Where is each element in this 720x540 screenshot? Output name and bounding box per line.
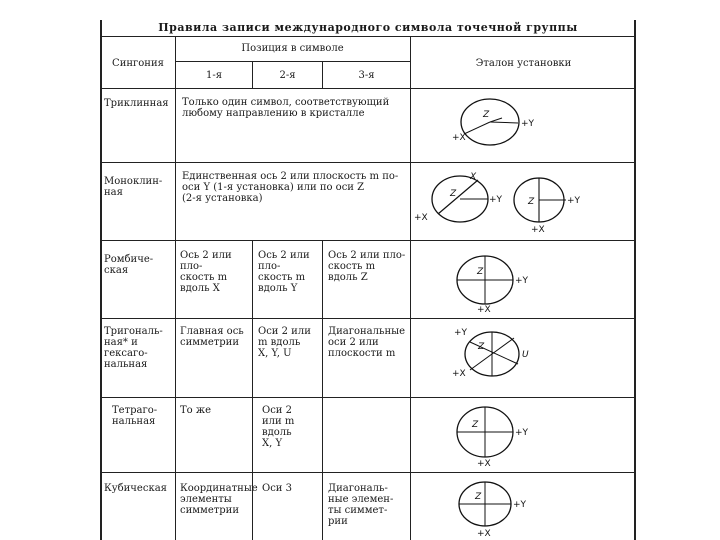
z-label: Z	[528, 197, 535, 207]
x-axis-label: +X	[452, 133, 466, 143]
rule-row3	[100, 318, 636, 319]
x-axis-label: +X	[477, 459, 491, 469]
rule-row5	[100, 472, 636, 473]
y-axis-label: +Y	[515, 276, 529, 286]
header-position: Позиция в символе	[241, 43, 344, 54]
z-label: Z	[472, 420, 479, 430]
header-pos3: 3-я	[358, 70, 375, 81]
rule-header-mid	[175, 61, 410, 62]
y-axis-line	[490, 122, 518, 123]
diagram-monoclinic-2	[506, 172, 596, 238]
diagram-triclinic	[450, 96, 535, 156]
header-setup: Эталон установки	[475, 58, 572, 69]
y-axis-label: +Y	[454, 328, 468, 338]
header-system: Сингония	[112, 58, 164, 69]
y-axis-label: +Y	[521, 119, 535, 129]
col-rule-pos23	[322, 240, 323, 540]
header-pos1: 1-я	[205, 70, 223, 81]
z-label: Z	[478, 342, 485, 352]
z-label: Z	[475, 492, 482, 502]
y-axis-label: +Y	[515, 428, 529, 438]
row-p1-cubic: Координатные элементы симметрии	[180, 483, 258, 516]
diagram-tetragonal	[448, 402, 548, 468]
row-p1-hexagonal: Главная ось симметрии	[180, 326, 244, 348]
row-system-triclinic: Триклинная	[104, 98, 169, 109]
row-p2-tetragonal: Оси 2 или m вдоль X, Y	[262, 405, 295, 449]
col-rule-system	[175, 36, 176, 540]
x-axis-line	[464, 122, 490, 134]
row-p3-hexagonal: Диагональные оси 2 или плоскости m	[328, 326, 405, 359]
row-p3-orthorhombic: Ось 2 или пло- скость m вдоль Z	[328, 250, 406, 283]
header-pos2: 2-я	[279, 70, 296, 81]
row-p3-cubic: Диагональ- ные элемен- ты симмет- рии	[328, 483, 394, 527]
z-label: Z	[450, 189, 457, 199]
x-axis-label: +X	[477, 305, 491, 315]
row-system-tetragonal: Тетраго- нальная	[112, 405, 158, 427]
diagonal-plane-line	[438, 180, 478, 214]
rule-row4	[100, 397, 636, 398]
rule-row2	[100, 240, 636, 241]
z-label: Z	[483, 110, 490, 120]
diagram-orthorhombic	[448, 248, 548, 314]
u-axis-label: U	[522, 350, 529, 360]
z-arrow	[490, 118, 502, 122]
row-text-triclinic: Только один символ, соответствующий любому направлению в кристалле	[182, 97, 390, 119]
diagram-hexagonal	[448, 324, 548, 390]
y-axis-label: +Y	[567, 196, 581, 206]
x-top-label: X	[470, 172, 477, 182]
row-p2-orthorhombic: Ось 2 или пло- скость m вдоль Y	[258, 250, 310, 294]
col-rule-pos12	[252, 240, 253, 540]
z-label: Z	[477, 267, 484, 277]
x-axis-label: +X	[452, 369, 466, 379]
row-system-hexagonal: Тригональ- ная* и гексаго- нальная	[104, 326, 163, 370]
rule-row1	[100, 162, 636, 163]
row-p1-orthorhombic: Ось 2 или пло- скость m вдоль X	[180, 250, 232, 294]
col-rule-setup	[410, 36, 411, 540]
row-text-monoclinic: Единственная ось 2 или плоскость m по- оси Y (1-я установка) или по оси Z (2-я установка)	[182, 171, 399, 204]
x-axis-label: +X	[477, 529, 491, 539]
y-axis-label: +Y	[513, 500, 527, 510]
rule-header-bottom	[100, 88, 636, 89]
rule-top	[100, 36, 636, 37]
row-system-orthorhombic: Ромбиче- ская	[104, 254, 154, 276]
table-caption: Правила записи международного символа точечной группы	[158, 21, 578, 34]
row-system-monoclinic: Моноклин- ная	[104, 176, 163, 198]
row-p2-hexagonal: Оси 2 или m вдоль X, Y, U	[258, 326, 311, 359]
row-p2-cubic: Оси 3	[262, 483, 293, 494]
row-system-cubic: Кубическая	[104, 483, 167, 494]
diagram-monoclinic-1	[414, 168, 506, 232]
x-axis-label: +X	[414, 213, 428, 223]
row-p1-tetragonal: То же	[180, 405, 211, 416]
diagram-cubic	[448, 478, 548, 538]
y-axis-label: +Y	[489, 195, 503, 205]
x-axis-label: +X	[531, 225, 545, 235]
